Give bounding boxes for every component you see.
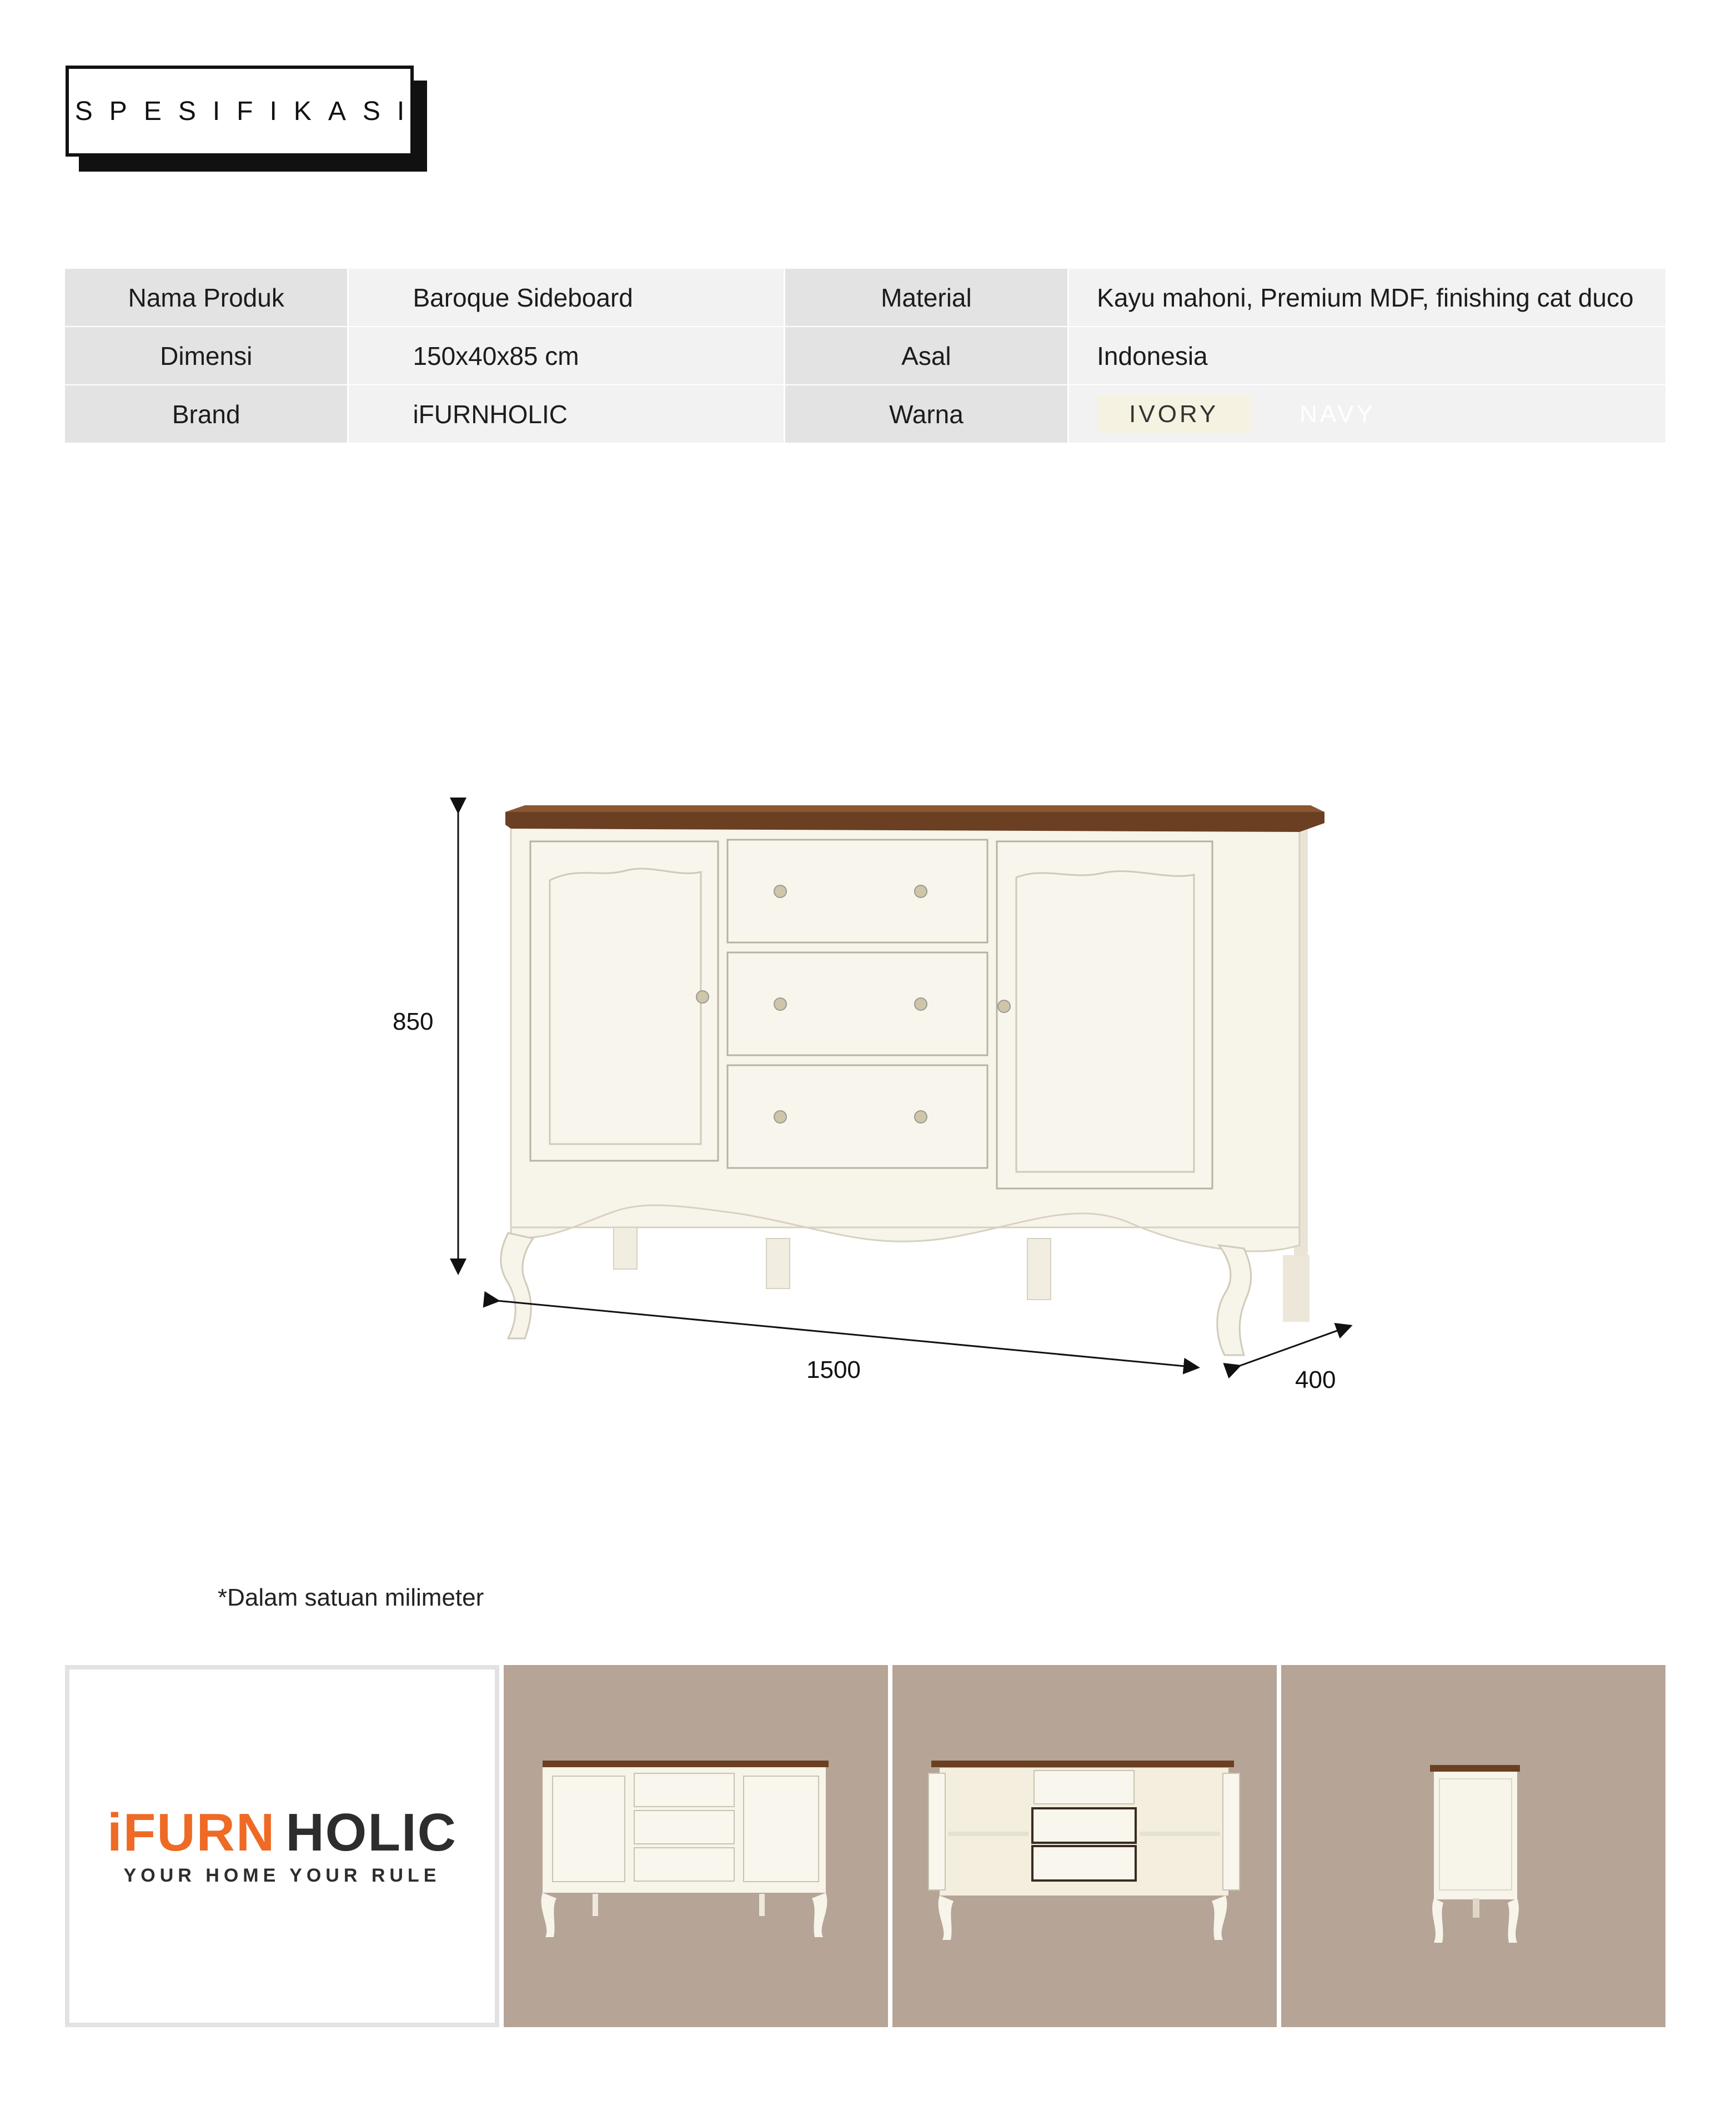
spec-label-brand: Brand	[65, 385, 347, 443]
spec-label-material: Material	[785, 269, 1067, 326]
brand-logo	[107, 1802, 457, 1862]
dimension-diagram	[0, 766, 1736, 1422]
spec-value-material: Kayu mahoni, Premium MDF, finishing cat duco	[1069, 269, 1665, 326]
logo-part-1: iFURN	[107, 1802, 276, 1862]
unit-note: *Dalam satuan milimeter	[218, 1584, 484, 1611]
depth-dimension-line	[1238, 1326, 1349, 1366]
knob-icon	[915, 1111, 927, 1123]
drawer-1	[727, 840, 987, 942]
spec-value-dimension: 150x40x85 cm	[349, 327, 783, 384]
wood-top	[505, 812, 1324, 832]
spec-value-brand: iFURNHOLIC	[349, 385, 783, 443]
brand-tagline: YOUR HOME YOUR RULE	[123, 1864, 441, 1886]
sideboard-open-image	[892, 1665, 1277, 2027]
spec-table	[65, 269, 1665, 443]
drawer-2	[727, 952, 987, 1055]
knob-icon	[998, 1000, 1010, 1012]
left-door	[530, 841, 718, 1161]
spec-row	[65, 269, 1665, 326]
product-photo-side	[1281, 1665, 1665, 2027]
wood-top-edge	[505, 805, 1324, 812]
spec-row	[65, 385, 1665, 443]
back-leg	[614, 1227, 637, 1269]
spec-label-dimension: Dimensi	[65, 327, 347, 384]
back-leg	[766, 1238, 790, 1288]
section-title-box	[66, 66, 422, 157]
right-door	[997, 841, 1212, 1189]
brand-logo-panel	[65, 1665, 499, 2027]
knob-icon	[915, 998, 927, 1010]
section-title: SPESIFIKASI	[74, 96, 422, 126]
drawer-3	[727, 1065, 987, 1168]
front-leg-right	[1217, 1245, 1251, 1355]
product-photo-front	[504, 1665, 888, 2027]
depth-label: 400	[1295, 1366, 1336, 1393]
color-option-navy[interactable]: NAVY	[1300, 400, 1376, 428]
front-leg-left	[501, 1233, 533, 1338]
knob-icon	[774, 885, 786, 897]
spec-label-color: Warna	[785, 385, 1067, 443]
sideboard-drawing	[0, 766, 1736, 1422]
logo-part-2: HOLIC	[285, 1802, 457, 1862]
product-photo-open	[892, 1665, 1277, 2027]
sideboard-side-image	[1281, 1665, 1665, 2027]
height-label: 850	[393, 1008, 434, 1035]
knob-icon	[774, 1111, 786, 1123]
knob-icon	[774, 998, 786, 1010]
spec-label-product-name: Nama Produk	[65, 269, 347, 326]
back-leg	[1027, 1238, 1051, 1300]
color-option-ivory[interactable]: IVORY	[1097, 396, 1251, 433]
width-label: 1500	[806, 1356, 861, 1383]
spec-value-origin: Indonesia	[1069, 327, 1665, 384]
spec-value-product-name: Baroque Sideboard	[349, 269, 783, 326]
knob-icon	[696, 991, 709, 1003]
spec-label-origin: Asal	[785, 327, 1067, 384]
sideboard-front-image	[504, 1665, 888, 2027]
back-leg-right	[1283, 1255, 1309, 1322]
spec-value-color	[1069, 385, 1665, 443]
knob-icon	[915, 885, 927, 897]
spec-row	[65, 327, 1665, 384]
